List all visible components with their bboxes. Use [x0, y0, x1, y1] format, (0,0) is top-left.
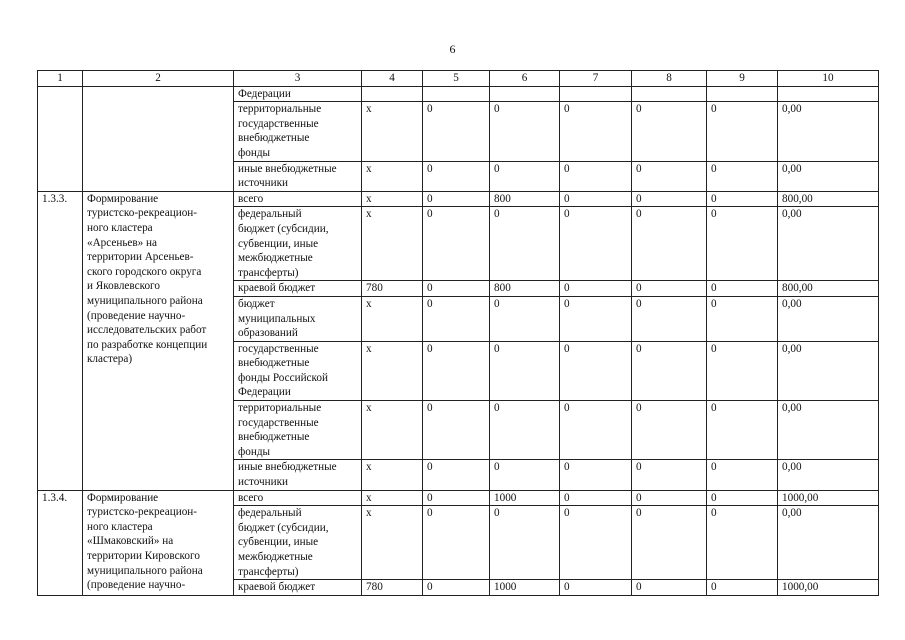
col-8-cell: 0 — [632, 580, 707, 596]
col-5-cell: 0 — [423, 102, 490, 161]
col-9-cell: 0 — [707, 490, 778, 506]
col-7-cell: 0 — [560, 490, 632, 506]
col-7-cell: 0 — [560, 207, 632, 281]
total-cell: 1000,00 — [778, 490, 879, 506]
col-8-cell: 0 — [632, 191, 707, 207]
col-6-cell: 0 — [490, 460, 560, 490]
col-4-cell: x — [362, 506, 423, 580]
table-body — [38, 86, 879, 595]
total-cell: 1000,00 — [778, 580, 879, 596]
funding-source-cell: краевой бюджет — [234, 580, 362, 596]
col-5-cell — [423, 86, 490, 102]
col-6-cell — [490, 86, 560, 102]
col-6-cell: 800 — [490, 191, 560, 207]
col-6-cell: 0 — [490, 341, 560, 400]
col-7-cell: 0 — [560, 296, 632, 341]
col-9-cell: 0 — [707, 460, 778, 490]
funding-source-cell: краевой бюджет — [234, 281, 362, 297]
item-number-cell: 1.3.4. — [38, 490, 83, 595]
col-7-cell: 0 — [560, 460, 632, 490]
funding-source-cell: Федерации — [234, 86, 362, 102]
funding-source-cell: иные внебюджетные источники — [234, 460, 362, 490]
total-cell: 0,00 — [778, 161, 879, 191]
total-cell: 0,00 — [778, 102, 879, 161]
column-header: 6 — [490, 71, 560, 87]
col-4-cell: 780 — [362, 580, 423, 596]
item-number-cell: 1.3.3. — [38, 191, 83, 490]
funding-source-cell: федеральный бюджет (субсидии, субвенции, иные межбюджетные трансферты) — [234, 506, 362, 580]
col-6-cell: 800 — [490, 281, 560, 297]
col-5-cell: 0 — [423, 460, 490, 490]
column-header: 3 — [234, 71, 362, 87]
col-6-cell: 0 — [490, 506, 560, 580]
column-header: 10 — [778, 71, 879, 87]
col-9-cell: 0 — [707, 191, 778, 207]
col-8-cell: 0 — [632, 281, 707, 297]
total-cell: 0,00 — [778, 506, 879, 580]
column-header: 4 — [362, 71, 423, 87]
col-4-cell: x — [362, 161, 423, 191]
col-5-cell: 0 — [423, 191, 490, 207]
funding-source-cell: государственные внебюджетные фонды Российской Федерации — [234, 341, 362, 400]
col-5-cell: 0 — [423, 161, 490, 191]
col-9-cell: 0 — [707, 207, 778, 281]
header-row — [38, 71, 879, 87]
total-cell: 0,00 — [778, 401, 879, 460]
col-4-cell: x — [362, 296, 423, 341]
total-cell: 800,00 — [778, 191, 879, 207]
col-9-cell: 0 — [707, 506, 778, 580]
col-7-cell: 0 — [560, 401, 632, 460]
col-9-cell: 0 — [707, 341, 778, 400]
col-8-cell: 0 — [632, 341, 707, 400]
col-9-cell: 0 — [707, 102, 778, 161]
col-4-cell: x — [362, 341, 423, 400]
col-6-cell: 0 — [490, 207, 560, 281]
col-9-cell — [707, 86, 778, 102]
col-9-cell: 0 — [707, 296, 778, 341]
col-6-cell: 0 — [490, 161, 560, 191]
col-5-cell: 0 — [423, 341, 490, 400]
col-5-cell: 0 — [423, 207, 490, 281]
col-8-cell: 0 — [632, 401, 707, 460]
col-6-cell: 1000 — [490, 580, 560, 596]
col-6-cell: 1000 — [490, 490, 560, 506]
col-7-cell: 0 — [560, 102, 632, 161]
column-header: 9 — [707, 71, 778, 87]
col-5-cell: 0 — [423, 506, 490, 580]
funding-source-cell: иные внебюджетные источники — [234, 161, 362, 191]
budget-table — [37, 70, 879, 596]
col-7-cell: 0 — [560, 341, 632, 400]
col-8-cell: 0 — [632, 207, 707, 281]
col-4-cell — [362, 86, 423, 102]
col-4-cell: 780 — [362, 281, 423, 297]
col-7-cell: 0 — [560, 580, 632, 596]
measure-name-cell: Формирование туристско-рекреацион- ного кластера «Шмаковский» на территории Кировского муниципального района (проведение научно- — [83, 490, 234, 595]
total-cell: 0,00 — [778, 207, 879, 281]
col-5-cell: 0 — [423, 401, 490, 460]
col-9-cell: 0 — [707, 401, 778, 460]
total-cell: 0,00 — [778, 296, 879, 341]
col-7-cell: 0 — [560, 506, 632, 580]
col-4-cell: x — [362, 401, 423, 460]
funding-source-cell: всего — [234, 490, 362, 506]
col-7-cell: 0 — [560, 191, 632, 207]
total-cell — [778, 86, 879, 102]
funding-source-cell: территориальные государственные внебюджетные фонды — [234, 401, 362, 460]
col-7-cell — [560, 86, 632, 102]
col-7-cell: 0 — [560, 161, 632, 191]
col-7-cell: 0 — [560, 281, 632, 297]
col-6-cell: 0 — [490, 102, 560, 161]
total-cell: 0,00 — [778, 460, 879, 490]
col-8-cell: 0 — [632, 102, 707, 161]
col-4-cell: x — [362, 191, 423, 207]
funding-source-cell: федеральный бюджет (субсидии, субвенции, иные межбюджетные трансферты) — [234, 207, 362, 281]
col-8-cell: 0 — [632, 460, 707, 490]
total-cell: 0,00 — [778, 341, 879, 400]
col-9-cell: 0 — [707, 281, 778, 297]
col-6-cell: 0 — [490, 296, 560, 341]
col-8-cell: 0 — [632, 490, 707, 506]
table-row — [38, 490, 879, 506]
column-header: 7 — [560, 71, 632, 87]
table-row — [38, 86, 879, 102]
page-number: 6 — [449, 42, 456, 56]
col-8-cell — [632, 86, 707, 102]
measure-name-cell — [83, 86, 234, 191]
col-4-cell: x — [362, 207, 423, 281]
col-4-cell: x — [362, 490, 423, 506]
column-header: 8 — [632, 71, 707, 87]
funding-source-cell: бюджет муниципальных образований — [234, 296, 362, 341]
col-5-cell: 0 — [423, 580, 490, 596]
col-5-cell: 0 — [423, 296, 490, 341]
column-header: 5 — [423, 71, 490, 87]
col-6-cell: 0 — [490, 401, 560, 460]
col-8-cell: 0 — [632, 296, 707, 341]
measure-name-cell: Формирование туристско-рекреацион- ного кластера «Арсеньев» на территории Арсеньев- ского городского округа и Яковлевского муниципального района (проведение научно- исследовательских работ по разработке концепции кластера) — [83, 191, 234, 490]
funding-source-cell: территориальные государственные внебюджетные фонды — [234, 102, 362, 161]
funding-source-cell: всего — [234, 191, 362, 207]
col-9-cell: 0 — [707, 580, 778, 596]
item-number-cell — [38, 86, 83, 191]
col-8-cell: 0 — [632, 506, 707, 580]
col-9-cell: 0 — [707, 161, 778, 191]
col-4-cell: x — [362, 460, 423, 490]
col-5-cell: 0 — [423, 490, 490, 506]
col-8-cell: 0 — [632, 161, 707, 191]
col-4-cell: x — [362, 102, 423, 161]
column-header: 1 — [38, 71, 83, 87]
total-cell: 800,00 — [778, 281, 879, 297]
col-5-cell: 0 — [423, 281, 490, 297]
table-row — [38, 191, 879, 207]
column-header: 2 — [83, 71, 234, 87]
